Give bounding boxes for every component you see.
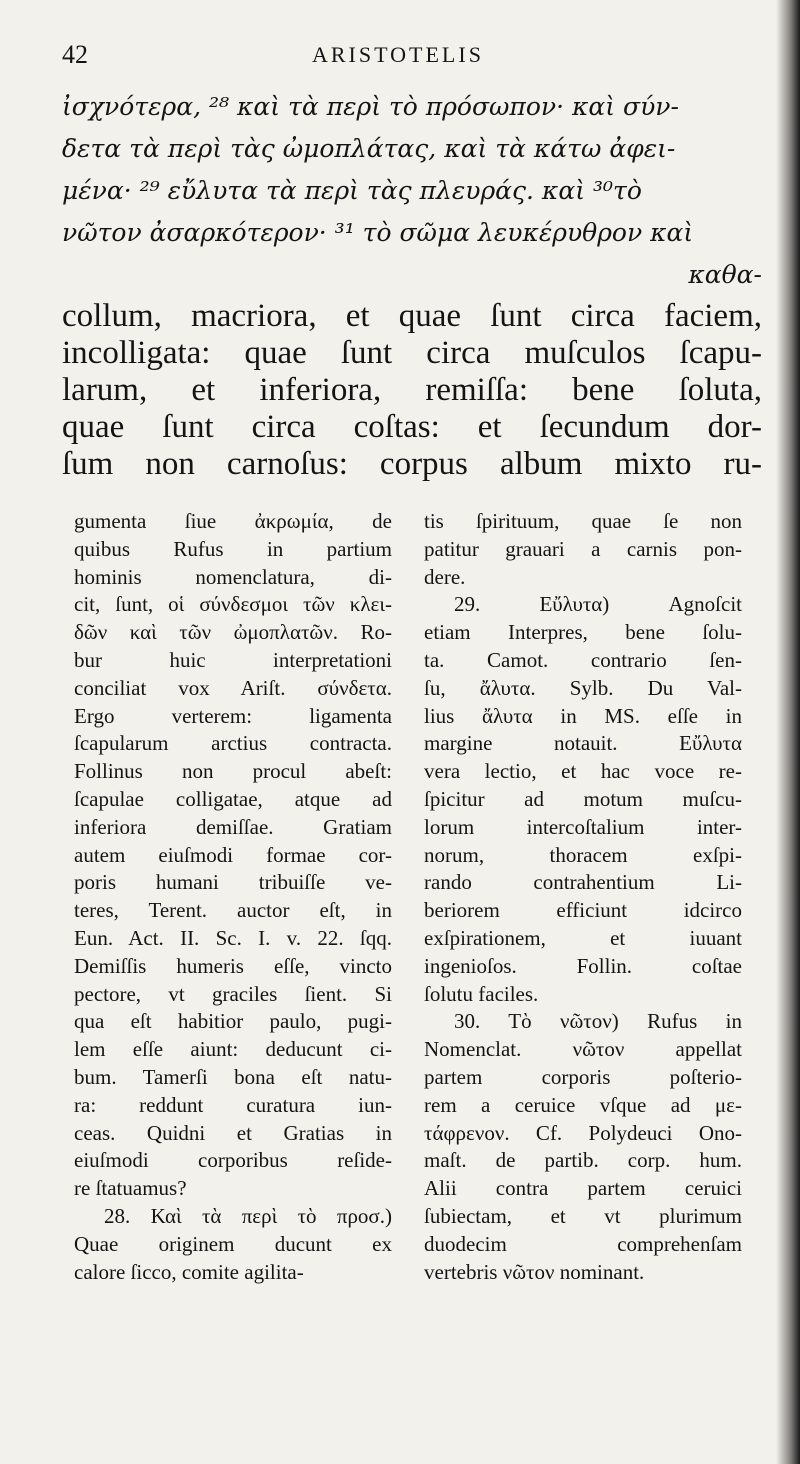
note-line: ceas. Quidni et Gratias in: [74, 1120, 392, 1145]
note-line: Eun. Act. II. Sc. I. v. 22. ſqq.: [74, 925, 392, 950]
note-line: ingenioſos. Follin. coſtae: [424, 953, 742, 978]
note-line: qua eſt habitior paulo, pugi-: [74, 1009, 392, 1034]
latin-line: incolligata: quae ſunt circa muſculos ſcapu-: [62, 335, 762, 371]
note-line: beriorem efficiunt idcirco: [424, 898, 742, 923]
running-title: ARISTOTELIS: [312, 42, 484, 67]
page-number: 42: [62, 40, 88, 69]
note-line: pectore, vt graciles ſient. Si: [74, 981, 392, 1006]
note-line: 30. Τὸ νῶτον) Rufus in: [454, 1009, 742, 1034]
note-line: vera lectio, et hac voce re-: [424, 759, 742, 784]
note-line: duodecim comprehenſam: [424, 1231, 742, 1256]
note-line: 28. Καὶ τὰ περὶ τὸ προσ.): [104, 1203, 392, 1228]
note-line: calore ſicco, comite agilita-: [74, 1259, 304, 1284]
notes-left-column: [74, 508, 392, 1286]
note-line: 29. Εὔλυτα) Agnoſcit: [454, 592, 742, 617]
note-line: etiam Interpres, bene ſolu-: [424, 620, 742, 645]
note-line: inferiora demiſſae. Gratiam: [74, 814, 392, 839]
note-line: quibus Rufus in partium: [74, 536, 392, 561]
note-line: Nomenclat. νῶτον appellat: [424, 1037, 742, 1062]
note-line: ſcapularum arctius contracta.: [74, 731, 392, 756]
note-line: autem eiuſmodi formae cor-: [74, 842, 392, 867]
note-line: partem corporis poſterio-: [424, 1064, 742, 1089]
page-header: [62, 36, 762, 76]
latin-line: larum, et inferiora, remiſſa: bene ſoluta,: [62, 372, 762, 408]
note-line: Alii contra partem ceruici: [424, 1176, 742, 1201]
note-line: Demiſſis humeris eſſe, vincto: [74, 953, 392, 978]
note-line: patitur grauari a carnis pon-: [424, 536, 742, 561]
note-line: gumenta ſiue ἀκρωμία, de: [74, 509, 392, 533]
note-line: ta. Camot. contrario ſen-: [424, 647, 742, 672]
latin-line: collum, macriora, et quae ſunt circa faciem,: [62, 298, 762, 334]
note-line: lem eſſe aiunt: deducunt ci-: [74, 1037, 392, 1062]
note-line: norum, thoracem exſpi-: [424, 842, 742, 867]
greek-line: δετα τὰ περὶ τὰς ὠμοπλάτας, καὶ τὰ κάτω ἀφει-: [62, 134, 676, 163]
note-line: tis ſpirituum, quae ſe non: [424, 509, 742, 533]
note-line: Follinus non procul abeſt:: [74, 759, 392, 784]
note-line: hominis nomenclatura, di-: [74, 564, 392, 589]
note-line: ſcapulae colligatae, atque ad: [74, 786, 392, 811]
latin-translation-block: [62, 298, 762, 483]
note-line: bur huic interpretationi: [74, 647, 392, 672]
latin-line: ſum non carnoſus: corpus album mixto ru-: [62, 446, 762, 482]
note-line: teres, Terent. auctor eſt, in: [74, 898, 392, 923]
note-line: vertebris νῶτον nominant.: [424, 1259, 645, 1284]
greek-line: μένα· ²⁹ εὔλυτα τὰ περὶ τὰς πλευράς. καὶ ³⁰τὸ: [62, 176, 642, 205]
note-line: ra: reddunt curatura iun-: [74, 1092, 392, 1117]
note-line: Ergo verterem: ligamenta: [74, 703, 392, 728]
greek-line: ἰσχνότερα, ²⁸ καὶ τὰ περὶ τὸ πρόσωπον· καὶ σύν-: [62, 92, 679, 121]
note-line: poris humani tribuiſſe ve-: [74, 870, 392, 895]
note-line: ſolutu faciles.: [424, 981, 539, 1006]
note-line: cit, ſunt, οἱ σύνδεσμοι τῶν κλει-: [74, 592, 392, 617]
note-line: rem a ceruice vſque ad με-: [424, 1092, 742, 1117]
note-line: margine notauit. Εὔλυτα: [424, 731, 742, 756]
note-line: lorum intercoſtalium inter-: [424, 814, 742, 839]
page-edge-shadow: [776, 0, 800, 1464]
greek-text-block: [62, 86, 768, 296]
note-line: τάφρενον. Cf. Polydeuci Ono-: [424, 1120, 742, 1145]
greek-line: νῶτον ἀσαρκότερον· ³¹ τὸ σῶμα λευκέρυθρον καὶ: [62, 218, 694, 247]
note-line: ſpicitur ad motum muſcu-: [424, 786, 742, 811]
note-line: dere.: [424, 564, 466, 589]
note-line: δῶν καὶ τῶν ὠμοπλατῶν. Ro-: [74, 620, 392, 645]
note-line: conciliat vox Ariſt. σύνδετα.: [74, 675, 392, 700]
note-line: ſu, ἄλυτα. Sylb. Du Val-: [424, 675, 742, 700]
note-line: eiuſmodi corporibus reſide-: [74, 1148, 392, 1173]
note-line: re ſtatuamus?: [74, 1176, 187, 1201]
notes-right-column: [424, 508, 742, 1286]
latin-line: quae ſunt circa coſtas: et ſecundum dor-: [62, 409, 762, 445]
note-line: lius ἄλυτα in MS. eſſe in: [424, 703, 742, 728]
note-line: exſpirationem, et iuuant: [424, 925, 742, 950]
note-line: rando contrahentium Li-: [424, 870, 742, 895]
note-line: ſubiectam, et vt plurimum: [424, 1203, 742, 1228]
note-line: bum. Tamerſi bona eſt natu-: [74, 1064, 392, 1089]
greek-line: καθα-: [688, 260, 762, 289]
note-line: Quae originem ducunt ex: [74, 1231, 392, 1256]
note-line: maſt. de partib. corp. hum.: [424, 1148, 742, 1173]
